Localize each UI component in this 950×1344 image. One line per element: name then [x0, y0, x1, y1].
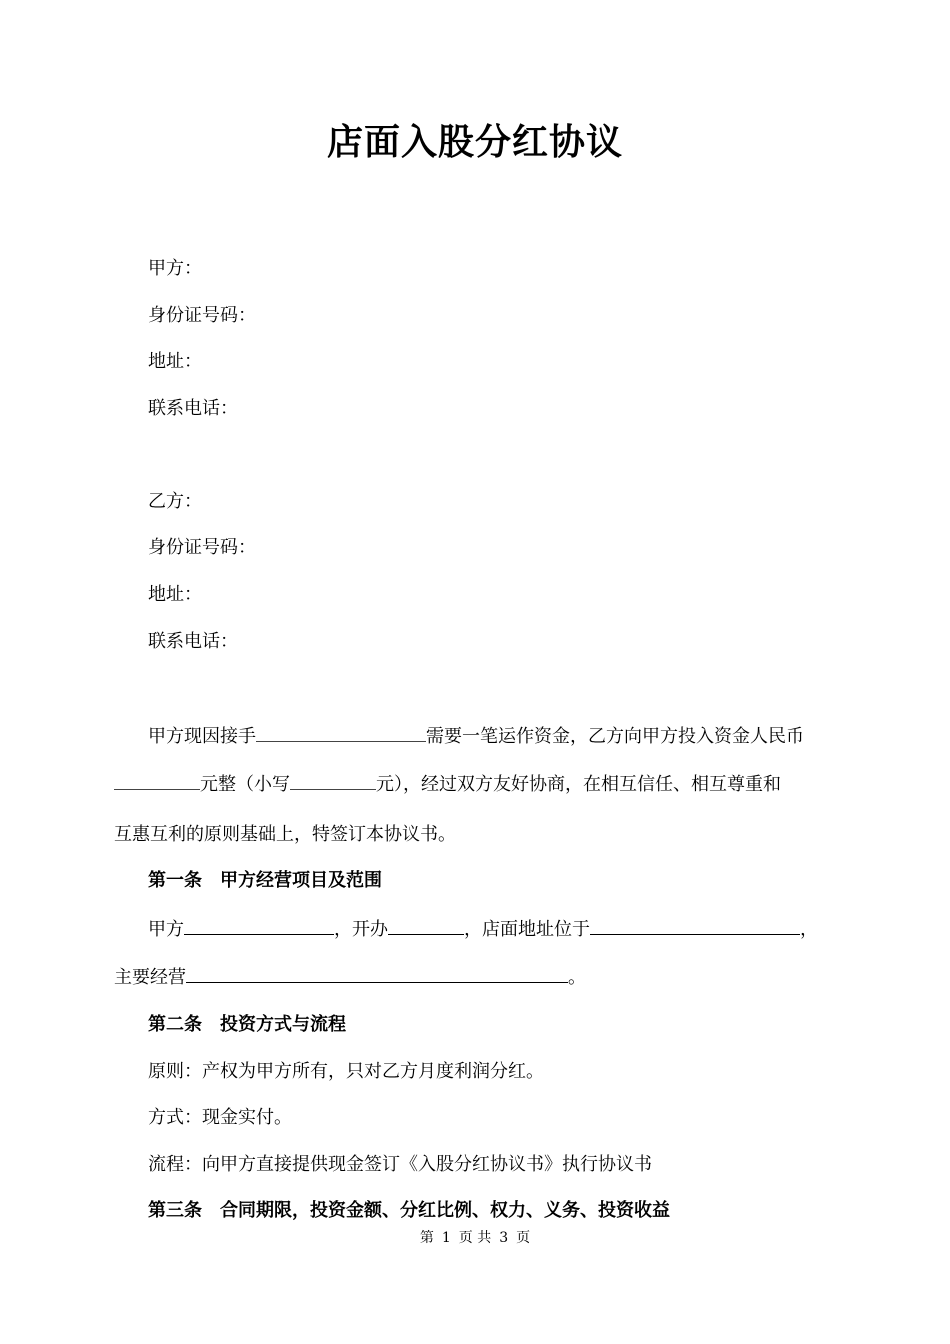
amount-words-blank [114, 770, 200, 790]
party-a-address-label: 地址： [148, 351, 202, 372]
article-2-method: 方式：现金实付。 [148, 1107, 292, 1128]
article-2-process: 流程：向甲方直接提供现金签订《入股分红协议书》执行协议书 [148, 1154, 652, 1175]
article-1-line-1 [148, 915, 818, 943]
party-a-id-label: 身份证号码： [148, 305, 256, 326]
preamble-text: 甲方现因接手 [148, 726, 256, 747]
footer-text: 页 [516, 1230, 531, 1246]
main-business-blank [186, 963, 568, 983]
party-a-label: 甲方： [148, 258, 202, 279]
party-b-id-label: 身份证号码： [148, 537, 256, 558]
preamble-text: 需要一笔运作资金，乙方向甲方投入资金人民币 [426, 726, 804, 747]
page-footer [0, 1228, 950, 1248]
party-a-phone-label: 联系电话： [148, 398, 238, 419]
shop-name-blank [388, 915, 464, 935]
preamble-text: 元），经过双方友好协商，在相互信任、相互尊重和 [376, 774, 781, 795]
current-page-number: 1 [441, 1230, 451, 1246]
article-text: 甲方 [148, 919, 184, 940]
party-b-address-label: 地址： [148, 584, 202, 605]
preamble-line-1 [148, 722, 804, 750]
preamble-line-3: 互惠互利的原则基础上，特签订本协议书。 [114, 824, 456, 845]
article-text: 主要经营 [114, 967, 186, 988]
total-page-number: 3 [499, 1230, 509, 1246]
party-b-phone-label: 联系电话： [148, 631, 238, 652]
party-b-label: 乙方： [148, 491, 202, 512]
amount-figures-blank [290, 770, 376, 790]
article-1-line-2 [114, 963, 586, 991]
article-2-principle: 原则：产权为甲方所有，只对乙方月度利润分红。 [148, 1061, 544, 1082]
article-text: ，店面地址位于 [464, 919, 590, 940]
article-text: 。 [568, 967, 586, 988]
business-blank [256, 722, 426, 742]
footer-text: 页 共 [458, 1230, 492, 1246]
document-title: 店面入股分红协议 [326, 121, 623, 163]
preamble-text: 元整（小写 [200, 774, 290, 795]
article-text: ， [800, 919, 818, 940]
article-2-heading: 第二条 投资方式与流程 [148, 1014, 346, 1035]
article-3-heading: 第三条 合同期限，投资金额、分红比例、权力、义务、投资收益 [148, 1200, 670, 1221]
footer-text: 第 [419, 1230, 434, 1246]
article-1-heading: 第一条 甲方经营项目及范围 [148, 870, 382, 891]
article-text: ，开办 [334, 919, 388, 940]
party-a-name-blank [184, 915, 334, 935]
shop-address-blank [590, 915, 800, 935]
preamble-line-2 [114, 770, 781, 798]
